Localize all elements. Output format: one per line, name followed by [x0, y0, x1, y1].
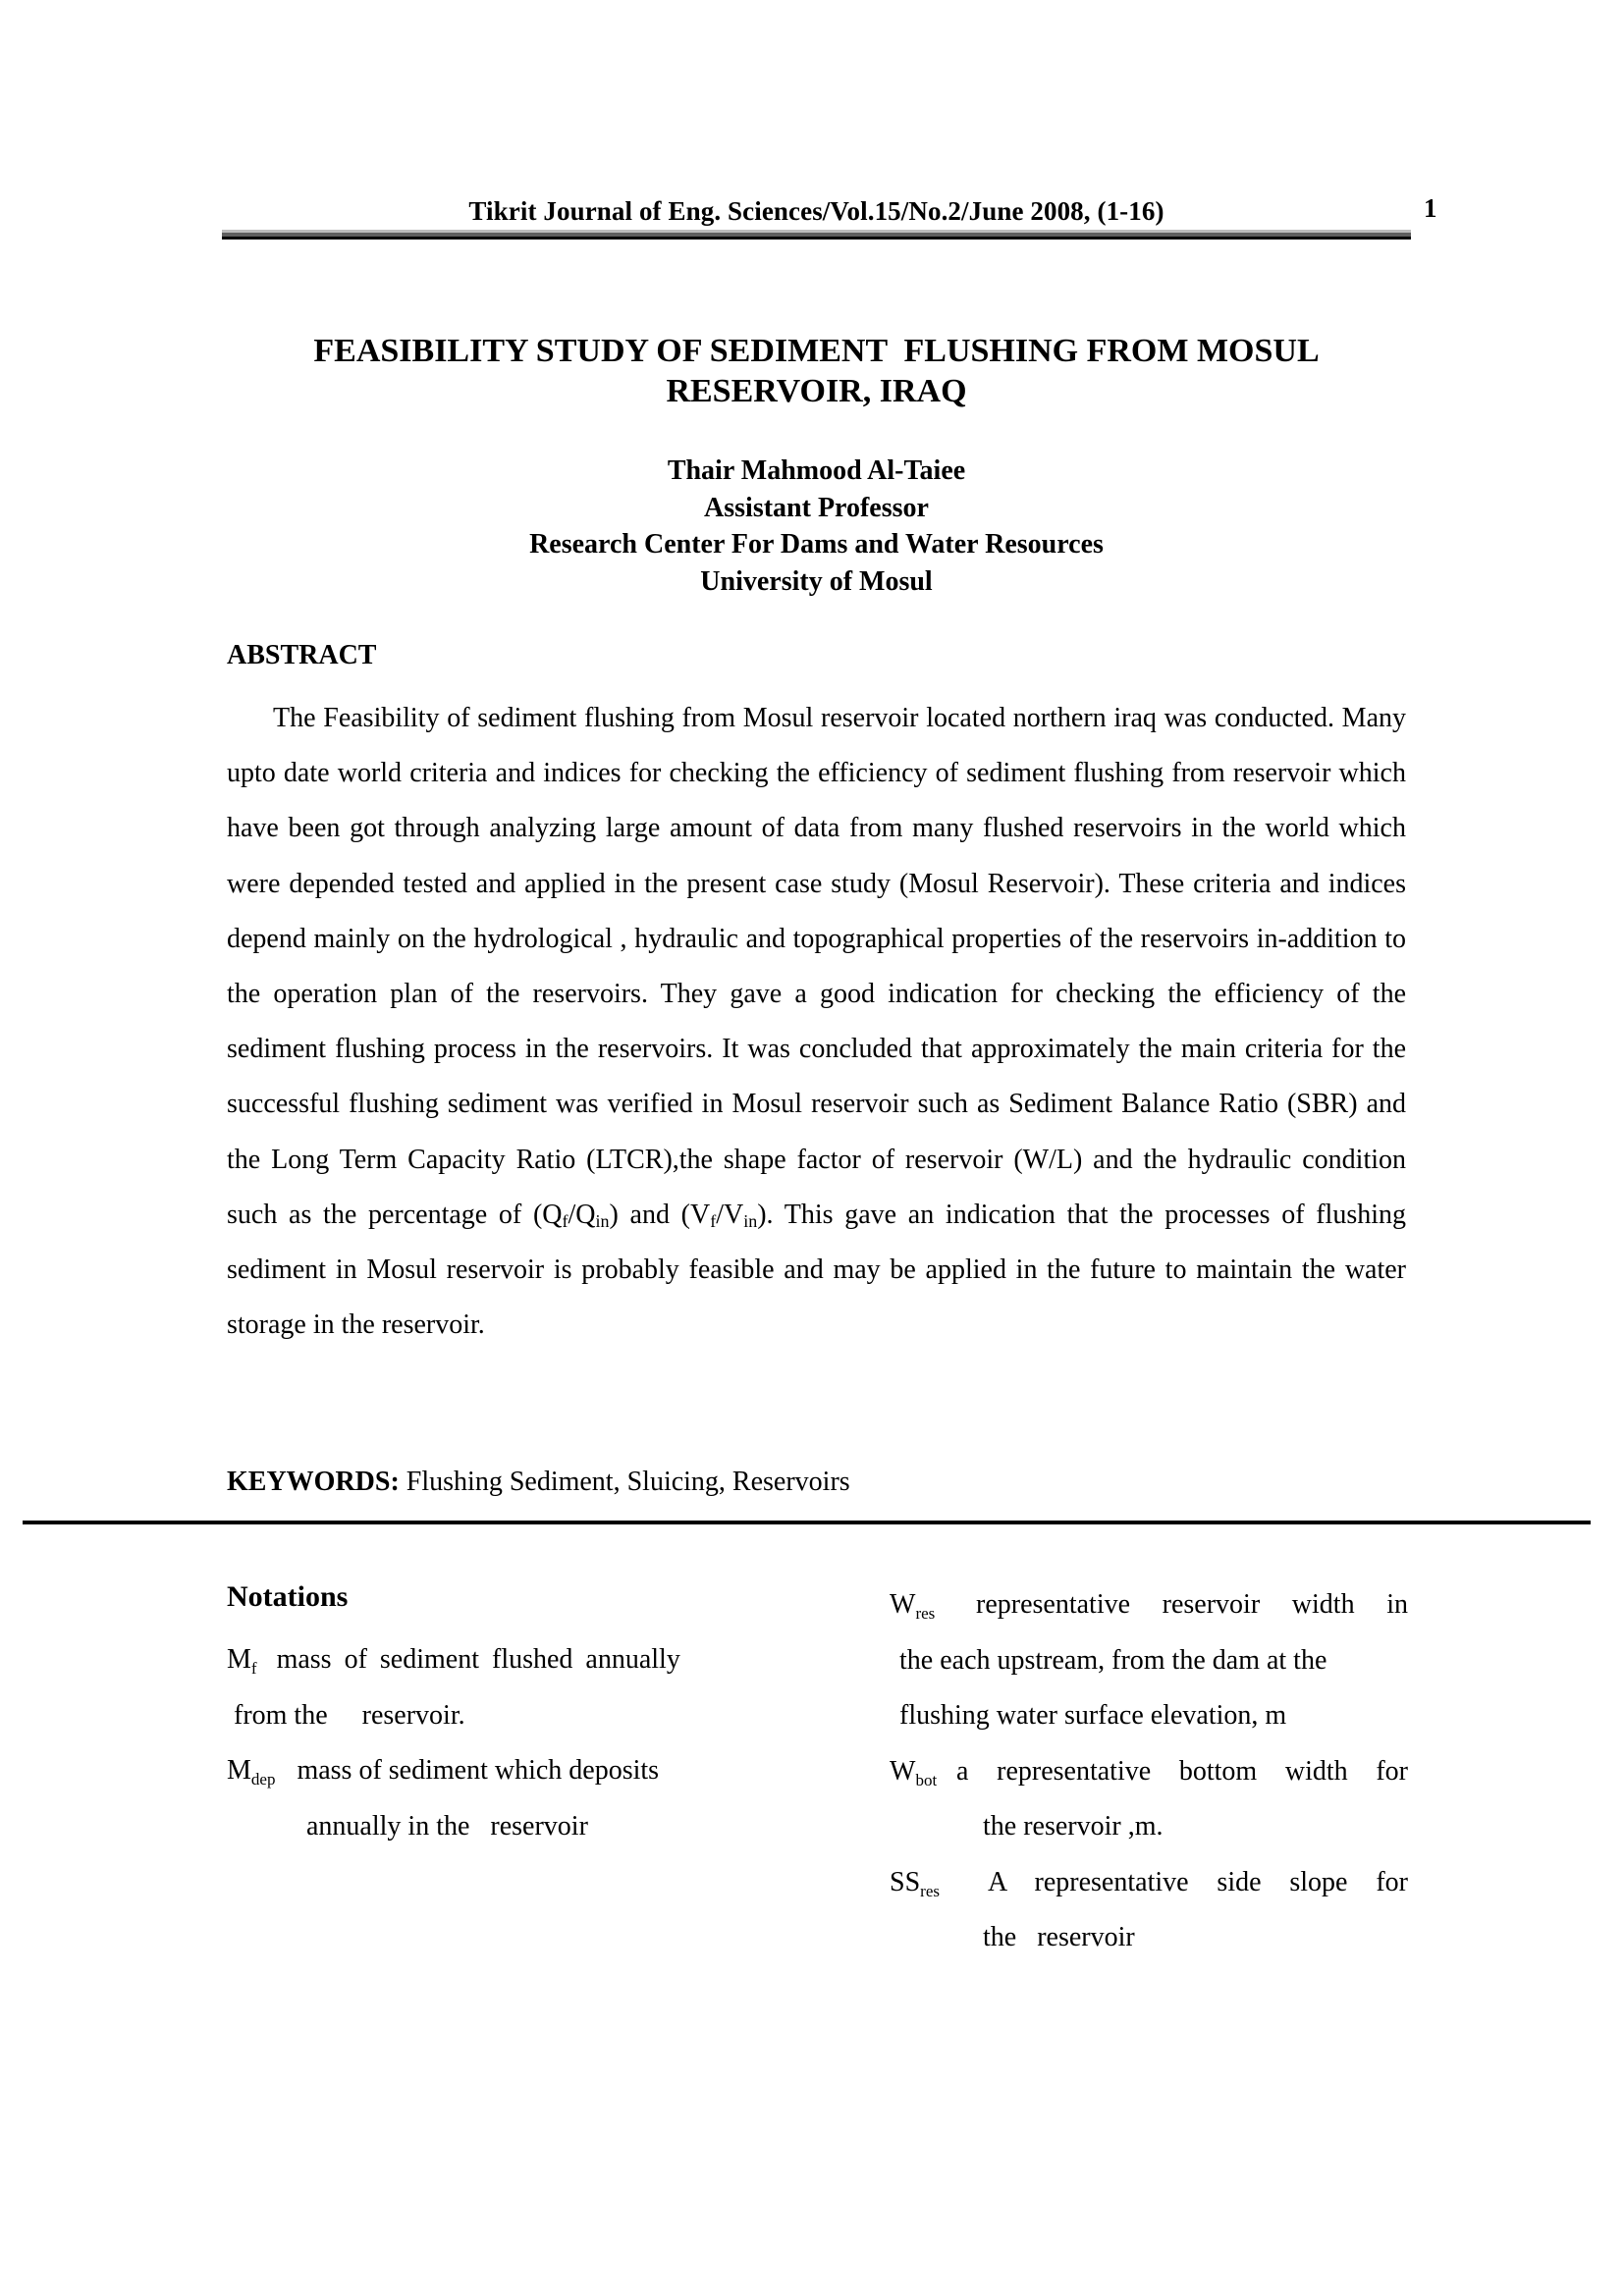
notation-description: a representative bottom width for	[956, 1755, 1408, 1787]
notation-item-wres	[890, 1577, 1408, 1744]
keywords	[227, 1467, 850, 1498]
notation-description: representative reservoir width in	[976, 1589, 1408, 1620]
paper-title-line-2: RESERVOIR, IRAQ	[666, 373, 967, 409]
notation-item-ssres	[890, 1855, 1408, 1966]
notation-description: mass of sediment which deposits	[297, 1755, 660, 1786]
author-position: Assistant Professor	[704, 492, 929, 523]
notation-item-wbot	[890, 1744, 1408, 1855]
author-name: Thair Mahmood Al-Taiee	[667, 455, 966, 486]
header-rule	[222, 230, 1411, 240]
notation-symbol: $SS_{res}$	[890, 1866, 940, 1900]
notation-description: A representative side slope for	[988, 1866, 1408, 1897]
subscript: in	[743, 1210, 758, 1231]
notation-symbol: $M_{dep}$	[227, 1755, 276, 1789]
notation-description-cont: the reservoir	[983, 1922, 1135, 1952]
abstract-body	[227, 691, 1406, 1353]
keywords-label: KEYWORDS:	[227, 1467, 400, 1497]
notation-description-cont: annually in the reservoir	[306, 1810, 588, 1842]
notation-description: mass of sediment flushed annually	[276, 1644, 680, 1675]
notations-right-column	[890, 1577, 1408, 1966]
notation-symbol: $W_{bot}$	[890, 1755, 938, 1789]
notation-symbol: $W_{res}$	[890, 1589, 936, 1623]
abstract-text-2: ) and (V	[609, 1199, 711, 1230]
notation-symbol: $M_f$	[227, 1644, 257, 1678]
section-divider	[23, 1521, 1591, 1524]
notation-item-mf	[227, 1632, 747, 1743]
abstract-text-3: ). This gave an indication that the processes of flushing sediment in Mosul reservoir is probably feasible and may be applied in the future to maintain the water storage in the reservoir.	[227, 1199, 1406, 1341]
abstract-heading: ABSTRACT	[227, 640, 377, 670]
abstract-text-symbol: /V	[716, 1199, 744, 1230]
notations-heading: Notations	[227, 1580, 349, 1613]
keywords-value: Flushing Sediment, Sluicing, Reservoirs	[399, 1467, 850, 1497]
notations-left-column	[227, 1632, 747, 1854]
abstract-text-1: The Feasibility of sediment flushing from Mosul reservoir located northern iraq was conducted. Many upto date world criteria and indices for checking the efficiency of sediment flushing from reservoir which have been got through analyzing large amount of data from many flushed reservoirs in the world which were depended tested and applied in the present case study (Mosul Reservoir). These criteria and indices depend mainly on the hydrological , hydraulic and topographical properties of the reservoirs in-addition to the operation plan of the reservoirs. They gave a good indication for checking the efficiency of the sediment flushing process in the reservoirs. It was concluded that approximately the main criteria for the successful flushing sediment was verified in Mosul reservoir such as Sediment Balance Ratio (SBR) and the Long Term Capacity Ratio (LTCR),the shape factor of reservoir (W/L) and the hydraulic condition such as the percentage of (Q	[227, 703, 1406, 1230]
paper-title	[222, 331, 1411, 411]
subscript: f	[562, 1210, 568, 1231]
abstract-text-symbol: /Q	[568, 1199, 596, 1230]
running-header: Tikrit Journal of Eng. Sciences/Vol.15/No.2/June 2008, (1-16)	[468, 196, 1164, 226]
notation-description-cont: flushing water surface elevation, m	[899, 1700, 1287, 1731]
author-department: Research Center For Dams and Water Resources	[529, 529, 1104, 560]
notation-description-cont: from the reservoir.	[227, 1699, 465, 1731]
notation-description-cont: the each upstream, from the dam at the	[899, 1644, 1327, 1676]
author-university: University of Mosul	[700, 565, 933, 597]
page-number: 1	[1424, 193, 1437, 223]
subscript: in	[595, 1210, 610, 1231]
author-block	[222, 453, 1411, 600]
paper-title-line-1: FEASIBILITY STUDY OF SEDIMENT FLUSHING FROM MOSUL	[313, 333, 1320, 369]
notation-description-cont: the reservoir ,m.	[983, 1811, 1164, 1842]
subscript: f	[710, 1210, 717, 1231]
notation-item-mdep	[227, 1743, 747, 1854]
